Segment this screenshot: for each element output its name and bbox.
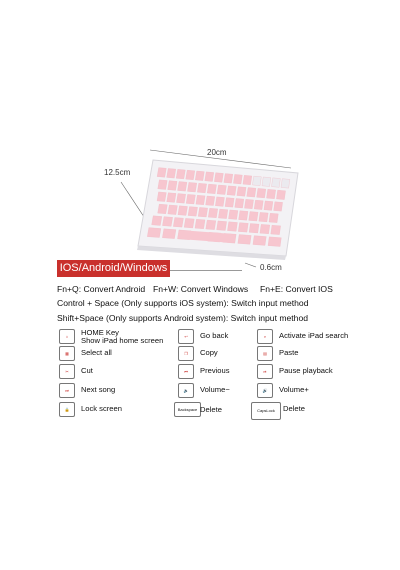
keyboard-key: [196, 195, 205, 205]
back-icon: ↩: [178, 329, 194, 344]
function-label: HOME Key: [81, 328, 119, 337]
keyboard-key: [268, 237, 281, 247]
pause-icon: ⏯: [257, 364, 273, 379]
function-row: [57, 382, 357, 400]
previous-icon: ⏮: [178, 364, 194, 379]
keyboard-key: [188, 207, 198, 217]
keyboard-key: [167, 193, 176, 203]
keyboard-key: [195, 171, 204, 181]
keyboard-key: [206, 220, 216, 230]
capslock-key: CapsLock: [251, 402, 281, 420]
search-icon: ⌕: [257, 329, 273, 344]
keyboard-key: [157, 168, 166, 178]
function-label: Cut: [81, 366, 93, 375]
keyboard-key: [215, 197, 224, 207]
keyboard-key: [224, 174, 233, 184]
keyboard-key: [158, 180, 167, 190]
keyboard-key: [276, 190, 285, 199]
function-label: Volume+: [279, 385, 309, 394]
function-label: Go back: [200, 331, 229, 340]
keyboard-key: [260, 224, 270, 233]
keyboard-key: [228, 210, 237, 220]
function-row: [57, 363, 357, 381]
height-dimension: 12.5cm: [104, 168, 131, 177]
ios-input-note: Control + Space (Only supports iOS system): Switch input method: [57, 298, 309, 308]
banner-divider: [170, 270, 242, 271]
keyboard-key: [271, 178, 280, 187]
keyboard-key: [264, 201, 273, 210]
thickness-dimension: 0.6cm: [260, 263, 282, 272]
home-icon: ⌂: [59, 329, 75, 344]
keyboard-key: [217, 221, 227, 231]
function-label: Copy: [200, 348, 218, 357]
keyboard-key: [207, 184, 216, 194]
keyboard-key: [214, 173, 223, 183]
keyboard-key: [198, 207, 208, 217]
keyboard-key: [218, 209, 227, 219]
keyboard-key: [227, 222, 237, 232]
lock-icon: 🔒: [59, 402, 75, 417]
keyboard-key: [168, 181, 177, 191]
cut-icon: ✂: [59, 364, 75, 379]
function-label: Select all: [81, 348, 112, 357]
function-label: Activate iPad search: [279, 331, 349, 340]
keyboard-key: [244, 199, 253, 208]
keyboard-key: [257, 188, 266, 197]
keyboard-key: [157, 192, 166, 202]
keyboard-key: [197, 183, 206, 193]
volume-up-icon: 🔊: [257, 383, 273, 398]
copy-icon: ❐: [178, 346, 194, 361]
function-label: Delete: [200, 405, 222, 414]
keyboard-key: [217, 185, 226, 195]
keyboard-key: [227, 186, 236, 196]
keyboard-key: [274, 202, 283, 211]
keyboard-key: [178, 182, 187, 192]
function-label: Lock screen: [81, 404, 122, 413]
keyboard-key: [233, 174, 242, 184]
next-icon: ⏭: [59, 383, 75, 398]
function-label: Delete: [283, 404, 305, 413]
keyboard-key: [238, 223, 248, 233]
function-label: Paste: [279, 348, 299, 357]
keyboard-key: [262, 177, 271, 186]
keyboard-key: [254, 200, 263, 209]
select-all-icon: ▦: [59, 346, 75, 361]
keyboard-key: [205, 172, 214, 182]
system-banner: IOS/Android/Windows: [57, 260, 170, 277]
fn-shortcut-android: Fn+Q: Convert Android: [57, 284, 146, 294]
function-row: [57, 327, 357, 345]
keyboard-key: [252, 176, 261, 185]
function-label: Pause playback: [279, 366, 333, 375]
fn-shortcut-ios: Fn+E: Convert IOS: [260, 284, 333, 294]
keyboard-key: [271, 225, 281, 234]
keyboard-key: [178, 206, 188, 216]
function-row: [57, 345, 357, 363]
keyboard-key: [173, 218, 183, 228]
keyboard-key: [176, 194, 185, 204]
keyboard-key: [247, 188, 256, 198]
paste-icon: ▤: [257, 346, 273, 361]
keyboard-key: [152, 216, 162, 226]
keyboard-key: [249, 212, 258, 221]
keyboard-key: [243, 175, 252, 185]
fn-shortcut-windows: Fn+W: Convert Windows: [153, 284, 249, 294]
keyboard-key: [162, 217, 172, 227]
keyboard-key: [147, 228, 161, 238]
keyboard-key: [249, 223, 259, 232]
keyboard-key: [195, 219, 205, 229]
keyboard-key: [162, 229, 176, 239]
keyboard-key: [259, 212, 268, 221]
keyboard-key: [208, 208, 217, 218]
function-row: [57, 401, 357, 419]
keyboard-key: [168, 205, 178, 215]
keyboard-key: [225, 198, 234, 208]
function-label: Next song: [81, 385, 116, 394]
function-label: Volume−: [200, 385, 230, 394]
function-sublabel: Show iPad home screen: [81, 336, 164, 345]
keyboard-key: [176, 169, 185, 179]
keyboard-key: [206, 196, 215, 206]
keyboard-key: [238, 235, 251, 245]
keyboard-key: [235, 198, 244, 207]
keyboard-key: [267, 189, 276, 198]
backspace-key: Backspace: [174, 402, 201, 417]
android-input-note: Shift+Space (Only supports Android system): Switch input method: [57, 313, 309, 323]
keyboard-key: [158, 204, 168, 214]
width-dimension: 20cm: [207, 148, 227, 157]
keyboard-key: [269, 213, 278, 222]
keyboard-key: [253, 236, 266, 246]
keyboard-key: [237, 187, 246, 197]
keyboard-key: [281, 179, 290, 188]
keyboard-key: [187, 182, 196, 192]
keyboard-key: [239, 211, 248, 220]
keyboard-key: [186, 194, 195, 204]
keyboard-key: [186, 170, 195, 180]
volume-down-icon: 🔉: [178, 383, 194, 398]
function-label: Previous: [200, 366, 230, 375]
keyboard-key: [184, 218, 194, 228]
keyboard-key: [167, 168, 176, 178]
